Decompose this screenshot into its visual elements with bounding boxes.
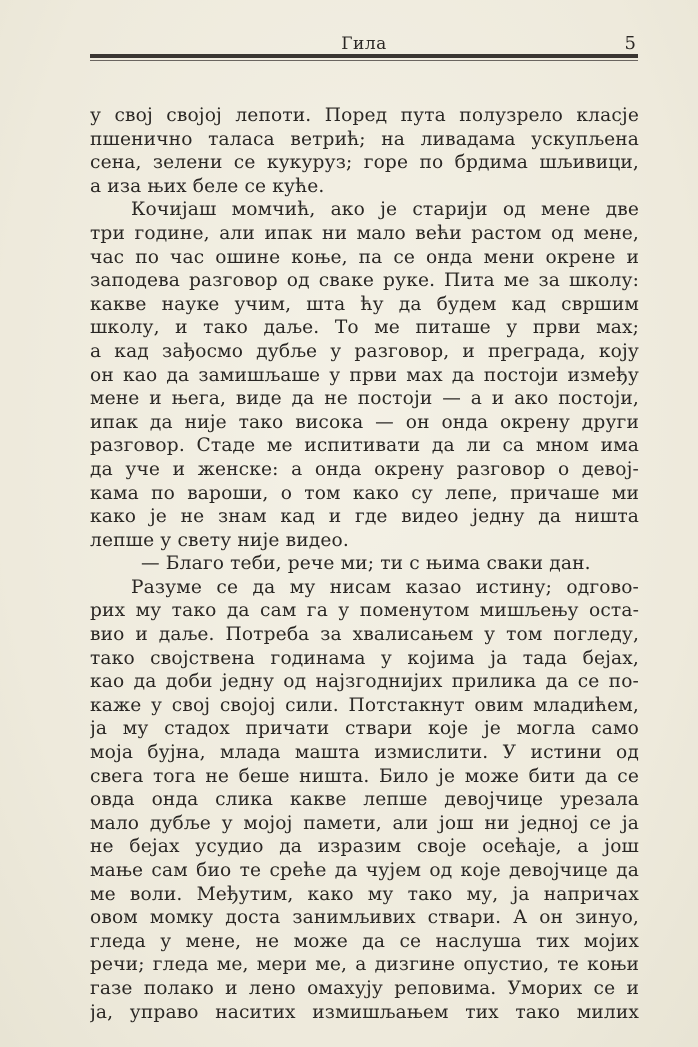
text-line: ипак да није тако висока — он онда окрену други <box>90 411 639 433</box>
text-line: у свој својој лепоти. Поред пута полузрело класје <box>90 105 639 126</box>
text-line: мало дубље у мојој памети, али још ни једној се ја <box>90 812 639 834</box>
text-line: газе полако и лено омахују реповима. Уморих се и <box>90 977 639 999</box>
text-line: вио и даље. Потреба за хвалисањем у том погледу, <box>90 624 639 646</box>
running-head <box>90 30 638 54</box>
text-line: сена, зелени се кукуруз; горе по брдима шљивици, <box>90 152 639 174</box>
text-line: а кад зађосмо дубље у разговор, и преграда, коју <box>90 340 639 362</box>
text-line: какве науке учим, шта ћу да будем кад свршим <box>90 293 639 315</box>
page-number: 5 <box>624 33 636 54</box>
text-line: гледа у мене, не може да се наслуша тих мојих <box>90 930 639 952</box>
text-line: пшенично таласа ветрић; на ливадама ускупљена <box>90 128 639 150</box>
text-line: лепше у свету није видео. <box>90 529 349 551</box>
text-line: заподева разговор од сваке руке. Пита ме за школу: <box>90 270 639 292</box>
text-line: ја му стадох причати ствари које је могла само <box>90 718 639 740</box>
text-line: час по час ошине коње, па се онда мени окрене и <box>90 246 639 268</box>
text-line: овом момку доста занимљивих ствари. А он зинуо, <box>90 907 639 929</box>
text-line: Кочијаш момчић, ако је старији од мене две <box>131 199 639 221</box>
text-line: — Благо теби, рече ми; ти с њима сваки дан. <box>141 553 591 575</box>
text-line: ме воли. Међутим, како му тако му, ја напричах <box>90 883 639 905</box>
text-line: он као да замишљаше у први мах да постоји између <box>90 364 639 386</box>
header-rule <box>90 54 638 58</box>
header-rule-thin <box>90 60 638 61</box>
text-line: свега тога не беше ништа. Било је може бити да се <box>90 765 639 787</box>
text-line: ја, управо наситих измишљањем тих тако милих <box>90 1001 639 1023</box>
text-line: као да доби једну од најзгоднијих прилика да се по- <box>90 671 639 693</box>
text-line: а иза њих беле се куће. <box>90 175 325 197</box>
body-text <box>90 104 639 1024</box>
text-line: мене и њега, виде да не постоји — а и ако постоји, <box>90 388 639 410</box>
text-line: тако својствена годинама у којима ја тада бејах, <box>90 647 639 669</box>
text-line: Разуме се да му нисам казао истину; одгово- <box>131 576 639 598</box>
text-line: овда онда слика какве лепше девојчице урезала <box>90 789 639 811</box>
text-line: не бејах усудио да изразим своје осећаје, а још <box>90 836 639 858</box>
text-line: школу, и тако даље. То ме питаше у први мах; <box>90 317 639 339</box>
text-line: кама по вароши, о том како су лепе, причаше ми <box>90 482 639 504</box>
text-line: три године, али ипак ни мало већи растом од мене, <box>90 222 639 244</box>
running-title: Гила <box>341 34 387 54</box>
text-line: разговор. Стаде ме испитивати да ли са мном има <box>90 435 639 457</box>
text-line: моја бујна, млада машта измислити. У истини од <box>90 742 639 764</box>
text-line: да уче и женске: а онда окрену разговор о девој- <box>90 458 639 480</box>
text-line: каже у свој својој сили. Потстакнут овим младићем, <box>90 694 639 716</box>
text-line: мање сам био те среће да чујем од које девојчице да <box>90 860 639 881</box>
text-line: рих му тако да сам га у поменутом мишљењу оста- <box>90 600 639 622</box>
text-line: речи; гледа ме, мери ме, а дизгине опустио, те коњи <box>90 954 639 976</box>
text-line: како је не знам кад и где видео једну да ништа <box>90 506 639 528</box>
